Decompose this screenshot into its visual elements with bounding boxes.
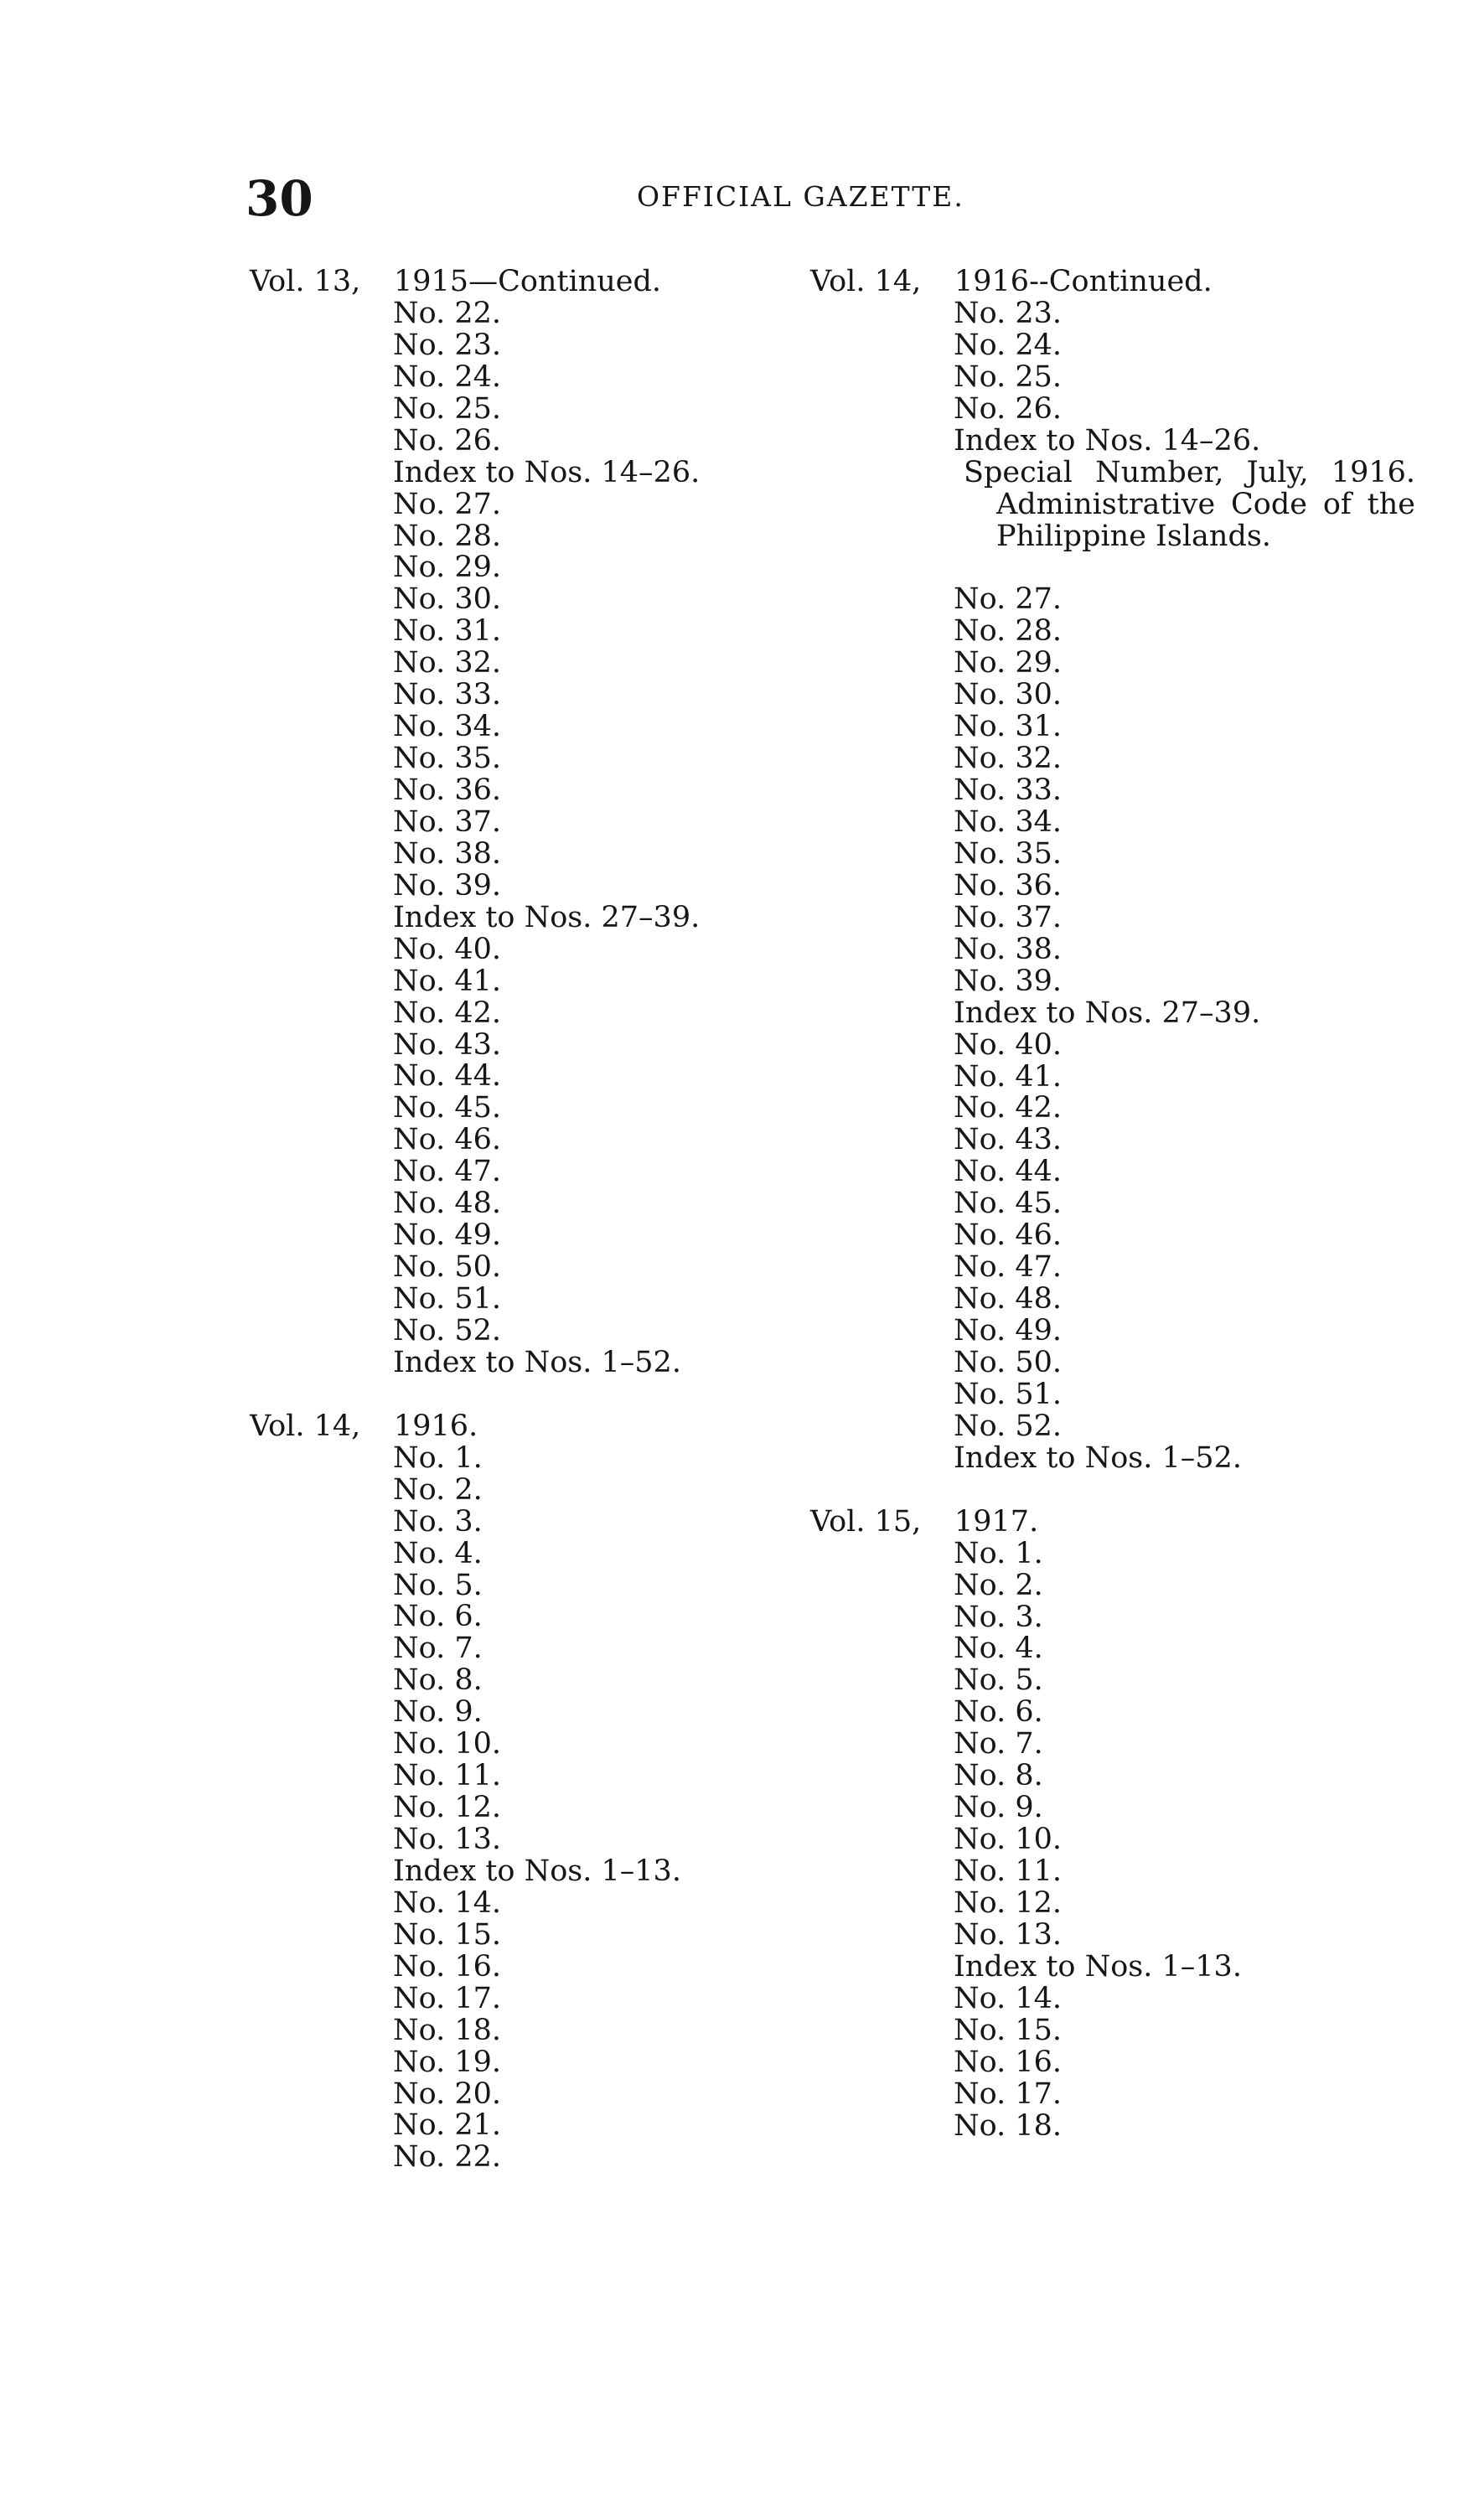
issue-entry: No. 28. <box>393 519 501 553</box>
issue-entry: No. 20. <box>393 2077 501 2111</box>
issue-entry: No. 37. <box>393 804 501 839</box>
issue-entry: No. 2. <box>393 1472 483 1507</box>
issue-entry: No. 27. <box>954 582 1062 617</box>
issue-entry: No. 52. <box>393 1313 501 1347</box>
issue-entry: No. 51. <box>393 1282 501 1316</box>
issue-entry: Index to Nos. 27–39. <box>954 996 1261 1030</box>
left-column <box>250 266 786 2174</box>
issue-entry: No. 47. <box>393 1155 501 1189</box>
volume-heading <box>250 266 786 298</box>
issue-entry: No. 5. <box>393 1568 483 1602</box>
spacer <box>810 552 1414 584</box>
issue-entry: No. 34. <box>393 710 501 744</box>
issue-entry: No. 25. <box>393 391 501 426</box>
issue-entry: No. 11. <box>393 1759 501 1793</box>
issue-entry: No. 33. <box>393 678 501 712</box>
volume-heading <box>810 1504 1414 1539</box>
issue-entry: No. 50. <box>954 1345 1062 1379</box>
issue-entry: No. 40. <box>393 932 501 966</box>
issue-entry: No. 23. <box>954 296 1062 330</box>
page-number: 30 <box>246 170 313 227</box>
issue-list <box>250 1440 786 2175</box>
issue-entry: No. 8. <box>393 1663 483 1698</box>
issue-entry: No. 18. <box>393 2013 501 2047</box>
issue-entry: No. 36. <box>954 868 1062 903</box>
issue-entry: No. 31. <box>393 614 501 649</box>
issue-entry: No. 12. <box>393 1791 501 1825</box>
issue-entry: No. 46. <box>393 1123 501 1157</box>
issue-entry: No. 12. <box>954 1885 1062 1920</box>
issue-entry: No. 1. <box>393 1440 483 1475</box>
issue-entry: No. 26. <box>954 391 1062 426</box>
issue-entry: No. 7. <box>954 1727 1043 1761</box>
issue-entry: No. 6. <box>954 1695 1043 1730</box>
issue-entry: No. 1. <box>954 1536 1043 1570</box>
volume-label: Vol. 13, <box>250 265 361 298</box>
issue-entry: No. 47. <box>954 1250 1062 1285</box>
issue-entry: No. 29. <box>954 646 1062 680</box>
issue-entry: No. 35. <box>954 836 1062 871</box>
issue-entry: No. 45. <box>393 1091 501 1125</box>
issue-entry: No. 16. <box>393 1949 501 1984</box>
issue-entry: Index to Nos. 1–52. <box>393 1345 681 1379</box>
issue-entry: No. 26. <box>393 423 501 458</box>
issue-entry: No. 31. <box>954 710 1062 744</box>
issue-entry: No. 40. <box>954 1027 1062 1062</box>
issue-entry: No. 15. <box>954 2013 1062 2047</box>
issue-entry: No. 33. <box>954 773 1062 808</box>
issue-entry: No. 49. <box>954 1314 1062 1348</box>
issue-entry: No. 17. <box>954 2077 1062 2111</box>
issue-entry: No. 10. <box>393 1727 501 1761</box>
issue-entry: No. 24. <box>954 328 1062 362</box>
right-column <box>810 266 1414 2142</box>
issue-entry: No. 37. <box>954 900 1062 934</box>
issue-entry: Index to Nos. 27–39. <box>393 900 701 934</box>
issue-entry: No. 51. <box>954 1377 1062 1411</box>
issue-entry: No. 4. <box>954 1632 1043 1666</box>
issue-entry: No. 11. <box>954 1854 1062 1889</box>
issue-entry: No. 3. <box>393 1504 483 1539</box>
issue-entry: No. 48. <box>954 1282 1062 1316</box>
issue-entry: No. 43. <box>954 1123 1062 1157</box>
issue-entry: No. 30. <box>954 678 1062 712</box>
volume-label: Vol. 15, <box>810 1504 922 1539</box>
issue-entry: Index to Nos. 1–13. <box>954 1949 1242 1984</box>
issue-entry: Index to Nos. 14–26. <box>954 423 1261 458</box>
issue-entry: No. 28. <box>954 614 1062 649</box>
spacer <box>250 1379 786 1411</box>
issue-entry: No. 29. <box>393 551 501 585</box>
issue-entry: No. 23. <box>393 328 501 362</box>
issue-entry: No. 39. <box>954 964 1062 998</box>
issue-entry: Index to Nos. 14–26. <box>393 455 701 489</box>
volume-year: 1917. <box>954 1504 1039 1539</box>
issue-entry: No. 44. <box>954 1155 1062 1189</box>
issue-entry: No. 41. <box>954 1059 1062 1094</box>
issue-entry: No. 2. <box>954 1568 1043 1602</box>
volume-label: Vol. 14, <box>810 265 922 298</box>
volume-label: Vol. 14, <box>250 1409 361 1443</box>
issue-entry: No. 35. <box>393 742 501 776</box>
issue-entry: No. 27. <box>393 487 501 521</box>
issue-entry: No. 45. <box>954 1187 1062 1221</box>
special-number-entry: Special Number, July, 1916. Administrative Code of the Philippine Islands. <box>964 455 1415 553</box>
issue-entry: No. 8. <box>954 1759 1043 1793</box>
issue-list <box>810 298 1414 458</box>
issue-entry: No. 18. <box>954 2108 1062 2143</box>
issue-entry: No. 10. <box>954 1823 1062 1857</box>
issue-entry: No. 44. <box>393 1059 501 1094</box>
issue-list <box>810 1536 1414 2143</box>
issue-entry: No. 49. <box>393 1218 501 1253</box>
issue-entry: No. 32. <box>954 742 1062 776</box>
spacer <box>810 1475 1414 1507</box>
issue-entry: No. 41. <box>393 964 501 998</box>
issue-entry: No. 50. <box>393 1250 501 1285</box>
volume-year: 1915—Continued. <box>394 265 662 298</box>
issue-list <box>810 584 1414 1474</box>
issue-entry: No. 5. <box>954 1663 1043 1698</box>
issue-entry: No. 13. <box>393 1823 501 1856</box>
issue-entry: No. 14. <box>954 1981 1062 2015</box>
volume-heading <box>810 266 1414 298</box>
issue-entry: No. 30. <box>393 582 501 617</box>
issue-entry: No. 13. <box>954 1917 1062 1952</box>
issue-entry: No. 25. <box>954 359 1062 394</box>
issue-entry: No. 52. <box>954 1409 1062 1443</box>
volume-year: 1916. <box>394 1409 478 1443</box>
volume-year: 1916--Continued. <box>954 265 1213 298</box>
issue-entry: No. 22. <box>393 296 501 330</box>
issue-entry: No. 14. <box>393 1885 501 1920</box>
issue-entry: No. 32. <box>393 646 501 680</box>
issue-list <box>250 298 786 1379</box>
issue-entry: No. 16. <box>954 2045 1062 2079</box>
issue-entry: No. 34. <box>954 805 1062 840</box>
issue-entry: No. 9. <box>954 1791 1043 1825</box>
issue-entry: No. 15. <box>393 1917 501 1952</box>
issue-entry: No. 36. <box>393 773 501 807</box>
issue-entry: No. 7. <box>393 1632 483 1666</box>
issue-entry: No. 38. <box>954 932 1062 966</box>
issue-entry: Index to Nos. 1–13. <box>393 1854 681 1888</box>
issue-entry: No. 4. <box>393 1536 483 1570</box>
issue-entry: No. 24. <box>393 359 501 394</box>
issue-entry: No. 48. <box>393 1187 501 1221</box>
issue-entry: No. 42. <box>393 996 501 1030</box>
issue-entry: No. 42. <box>954 1091 1062 1125</box>
issue-entry: No. 19. <box>393 2045 501 2079</box>
issue-entry: No. 21. <box>393 2108 501 2143</box>
issue-entry: No. 39. <box>393 868 501 903</box>
issue-entry: No. 38. <box>393 836 501 871</box>
issue-entry: No. 22. <box>393 2140 501 2175</box>
issue-entry: No. 3. <box>954 1600 1043 1634</box>
issue-entry: No. 9. <box>393 1695 483 1730</box>
issue-entry: No. 43. <box>393 1027 501 1062</box>
volume-heading <box>250 1411 786 1443</box>
issue-entry: Index to Nos. 1–52. <box>954 1440 1242 1475</box>
issue-entry: No. 6. <box>393 1600 483 1634</box>
issue-entry: No. 17. <box>393 1981 501 2015</box>
running-head: OFFICIAL GAZETTE. <box>637 180 964 213</box>
issue-entry: No. 46. <box>954 1218 1062 1253</box>
